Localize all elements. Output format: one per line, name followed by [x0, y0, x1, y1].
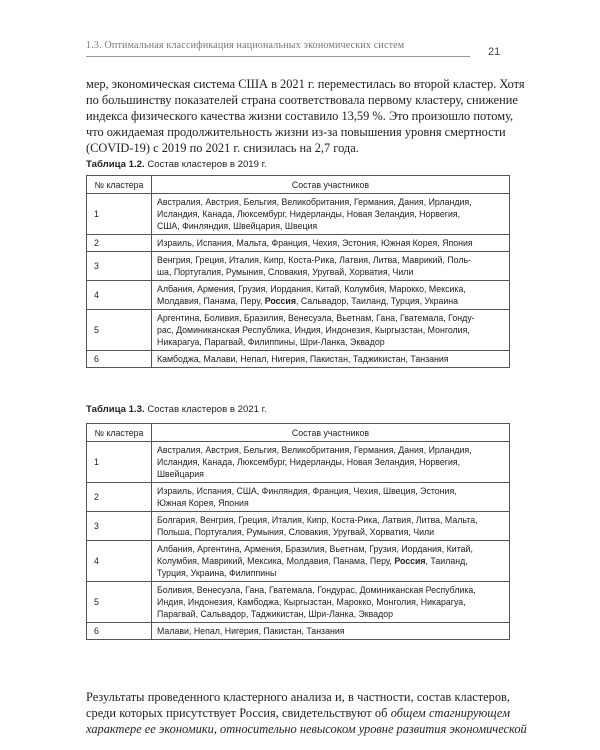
intro-paragraph	[86, 76, 525, 156]
clusters-table-2019	[86, 175, 510, 368]
clusters-table-2021	[86, 423, 510, 640]
members-line: Албания, Армения, Грузия, Иордания, Китай, Колумбия, Марокко, Мексика,	[157, 284, 466, 294]
caption-label: Таблица 1.2.	[86, 159, 145, 170]
cluster-number: 4	[87, 281, 152, 310]
cluster-members	[152, 512, 510, 541]
members-line: Малави, Непал, Нигерия, Пакистан, Танзания	[157, 626, 345, 636]
table-row	[87, 281, 510, 310]
emphasis-text: характере ее экономики, относительно невысоком уровне развития экономической	[86, 722, 527, 736]
members-line: Турция, Украина, Филиппины	[157, 568, 277, 578]
cluster-number: 6	[87, 623, 152, 640]
table-row	[87, 351, 510, 368]
members-text: Колумбия, Маврикий, Мексика, Молдавия, Панама, Перу,	[157, 556, 395, 566]
cluster-number: 2	[87, 235, 152, 252]
paragraph-line: индекса физического качества жизни составило 13,59 %. Это произошло потому,	[86, 109, 514, 123]
cluster-members	[152, 194, 510, 235]
members-line: Австралия, Австрия, Бельгия, Великобритания, Германия, Дания, Ирландия,	[157, 445, 472, 455]
members-line	[157, 555, 504, 567]
members-line: Израиль, Испания, США, Финляндия, Франция, Чехия, Швеция, Эстония,	[157, 486, 457, 496]
members-line: Камбоджа, Малави, Непал, Нигерия, Пакистан, Таджикистан, Танзания	[157, 354, 449, 364]
column-header-members: Состав участников	[152, 176, 510, 194]
column-header-members: Состав участников	[152, 424, 510, 442]
members-line: Парагвай, Сальвадор, Таджикистан, Шри-Ланка, Эквадор	[157, 609, 394, 619]
table-row	[87, 541, 510, 582]
table-row	[87, 483, 510, 512]
column-header-cluster-number: № кластера	[87, 176, 152, 194]
members-line: Аргентина, Боливия, Бразилия, Венесуэла, Вьетнам, Гана, Гватемала, Гонду-	[157, 313, 475, 323]
cluster-number: 4	[87, 541, 152, 582]
paragraph-line: что ожидаемая продолжительность жизни из-за повышения уровня смертности	[86, 125, 506, 139]
table-row	[87, 623, 510, 640]
running-header-title: 1.3. Оптимальная классификация национальных экономических систем	[86, 40, 405, 51]
cluster-number: 6	[87, 351, 152, 368]
cluster-members	[152, 252, 510, 281]
paragraph-line: (COVID-19) с 2019 по 2021 г. снизилась на 2,7 года.	[86, 141, 359, 155]
members-line: Венгрия, Греция, Италия, Кипр, Коста-Рика, Латвия, Литва, Маврикий, Поль-	[157, 255, 471, 265]
cluster-number: 3	[87, 252, 152, 281]
caption-text: Состав кластеров в 2019 г.	[147, 159, 267, 170]
table-header-row	[87, 424, 510, 442]
cluster-number: 1	[87, 194, 152, 235]
members-line: Болгария, Венгрия, Греция, Италия, Кипр, Коста-Рика, Латвия, Литва, Мальта,	[157, 515, 478, 525]
members-line: Австралия, Австрия, Бельгия, Великобритания, Германия, Дания, Ирландия,	[157, 197, 472, 207]
cluster-members	[152, 623, 510, 640]
members-line: рас, Доминиканская Республика, Индия, Индонезия, Кыргызстан, Монголия,	[157, 325, 470, 335]
cluster-members	[152, 310, 510, 351]
table-row	[87, 194, 510, 235]
table-caption-2019	[86, 159, 267, 170]
paragraph-line: по большинству показателей страна соответствовала первому кластеру, снижение	[86, 93, 518, 107]
members-line: США, Финляндия, Швейцария, Швеция	[157, 221, 318, 231]
cluster-members	[152, 582, 510, 623]
cluster-members	[152, 235, 510, 252]
members-line: ша, Португалия, Румыния, Словакия, Уругвай, Хорватия, Чили	[157, 267, 414, 277]
cluster-number: 1	[87, 442, 152, 483]
russia-highlight: Россия	[264, 296, 296, 306]
members-line: Боливия, Венесуэла, Гана, Гватемала, Гондурас, Доминиканская Республика,	[157, 585, 476, 595]
closing-paragraph	[86, 689, 527, 737]
paragraph-line	[86, 705, 510, 721]
cluster-members	[152, 483, 510, 512]
members-text: , Сальвадор, Таиланд, Турция, Украина	[295, 296, 459, 306]
cluster-number: 2	[87, 483, 152, 512]
paragraph-text: среди которых присутствует Россия, свидетельствуют об	[86, 706, 391, 720]
members-line: Никарагуа, Парагвай, Филиппины, Шри-Ланка, Эквадор	[157, 337, 385, 347]
table-header-row	[87, 176, 510, 194]
members-line: Исландия, Канада, Люксембург, Нидерланды, Новая Зеландия, Норвегия,	[157, 457, 461, 467]
members-line: Исландия, Канада, Люксембург, Нидерланды, Новая Зеландия, Норвегия,	[157, 209, 461, 219]
table-row	[87, 235, 510, 252]
caption-text: Состав кластеров в 2021 г.	[147, 404, 267, 415]
table-row	[87, 310, 510, 351]
table-row	[87, 512, 510, 541]
paragraph-line: Результаты проведенного кластерного анализа и, в частности, состав кластеров,	[86, 690, 510, 704]
paragraph-line: мер, экономическая система США в 2021 г. переместилась во второй кластер. Хотя	[86, 77, 525, 91]
russia-highlight: Россия	[394, 556, 426, 566]
cluster-number: 3	[87, 512, 152, 541]
page-number: 21	[488, 46, 501, 58]
members-line: Албания, Аргентина, Армения, Бразилия, Вьетнам, Грузия, Иордания, Китай,	[157, 544, 473, 554]
emphasis-text: общем стагнирующем	[390, 706, 510, 720]
cluster-members	[152, 281, 510, 310]
cluster-members	[152, 541, 510, 582]
members-text: Молдавия, Панама, Перу,	[157, 296, 265, 306]
cluster-members	[152, 442, 510, 483]
members-line: Швейцария	[157, 469, 204, 479]
members-line: Израиль, Испания, Мальта, Франция, Чехия, Эстония, Южная Корея, Япония	[157, 238, 473, 248]
cluster-number: 5	[87, 582, 152, 623]
table-row	[87, 582, 510, 623]
header-divider	[86, 56, 470, 57]
cluster-members	[152, 351, 510, 368]
cluster-number: 5	[87, 310, 152, 351]
table-caption-2021	[86, 404, 267, 415]
table-row	[87, 442, 510, 483]
members-line: Южная Корея, Япония	[157, 498, 249, 508]
members-line	[157, 295, 504, 307]
members-text: , Таиланд,	[425, 556, 468, 566]
caption-label: Таблица 1.3.	[86, 404, 145, 415]
table-row	[87, 252, 510, 281]
members-line: Польша, Португалия, Румыния, Словакия, Уругвай, Хорватия, Чили	[157, 527, 435, 537]
column-header-cluster-number: № кластера	[87, 424, 152, 442]
paragraph-line	[86, 721, 527, 737]
members-line: Индия, Индонезия, Камбоджа, Кыргызстан, Марокко, Монголия, Никарагуа,	[157, 597, 466, 607]
